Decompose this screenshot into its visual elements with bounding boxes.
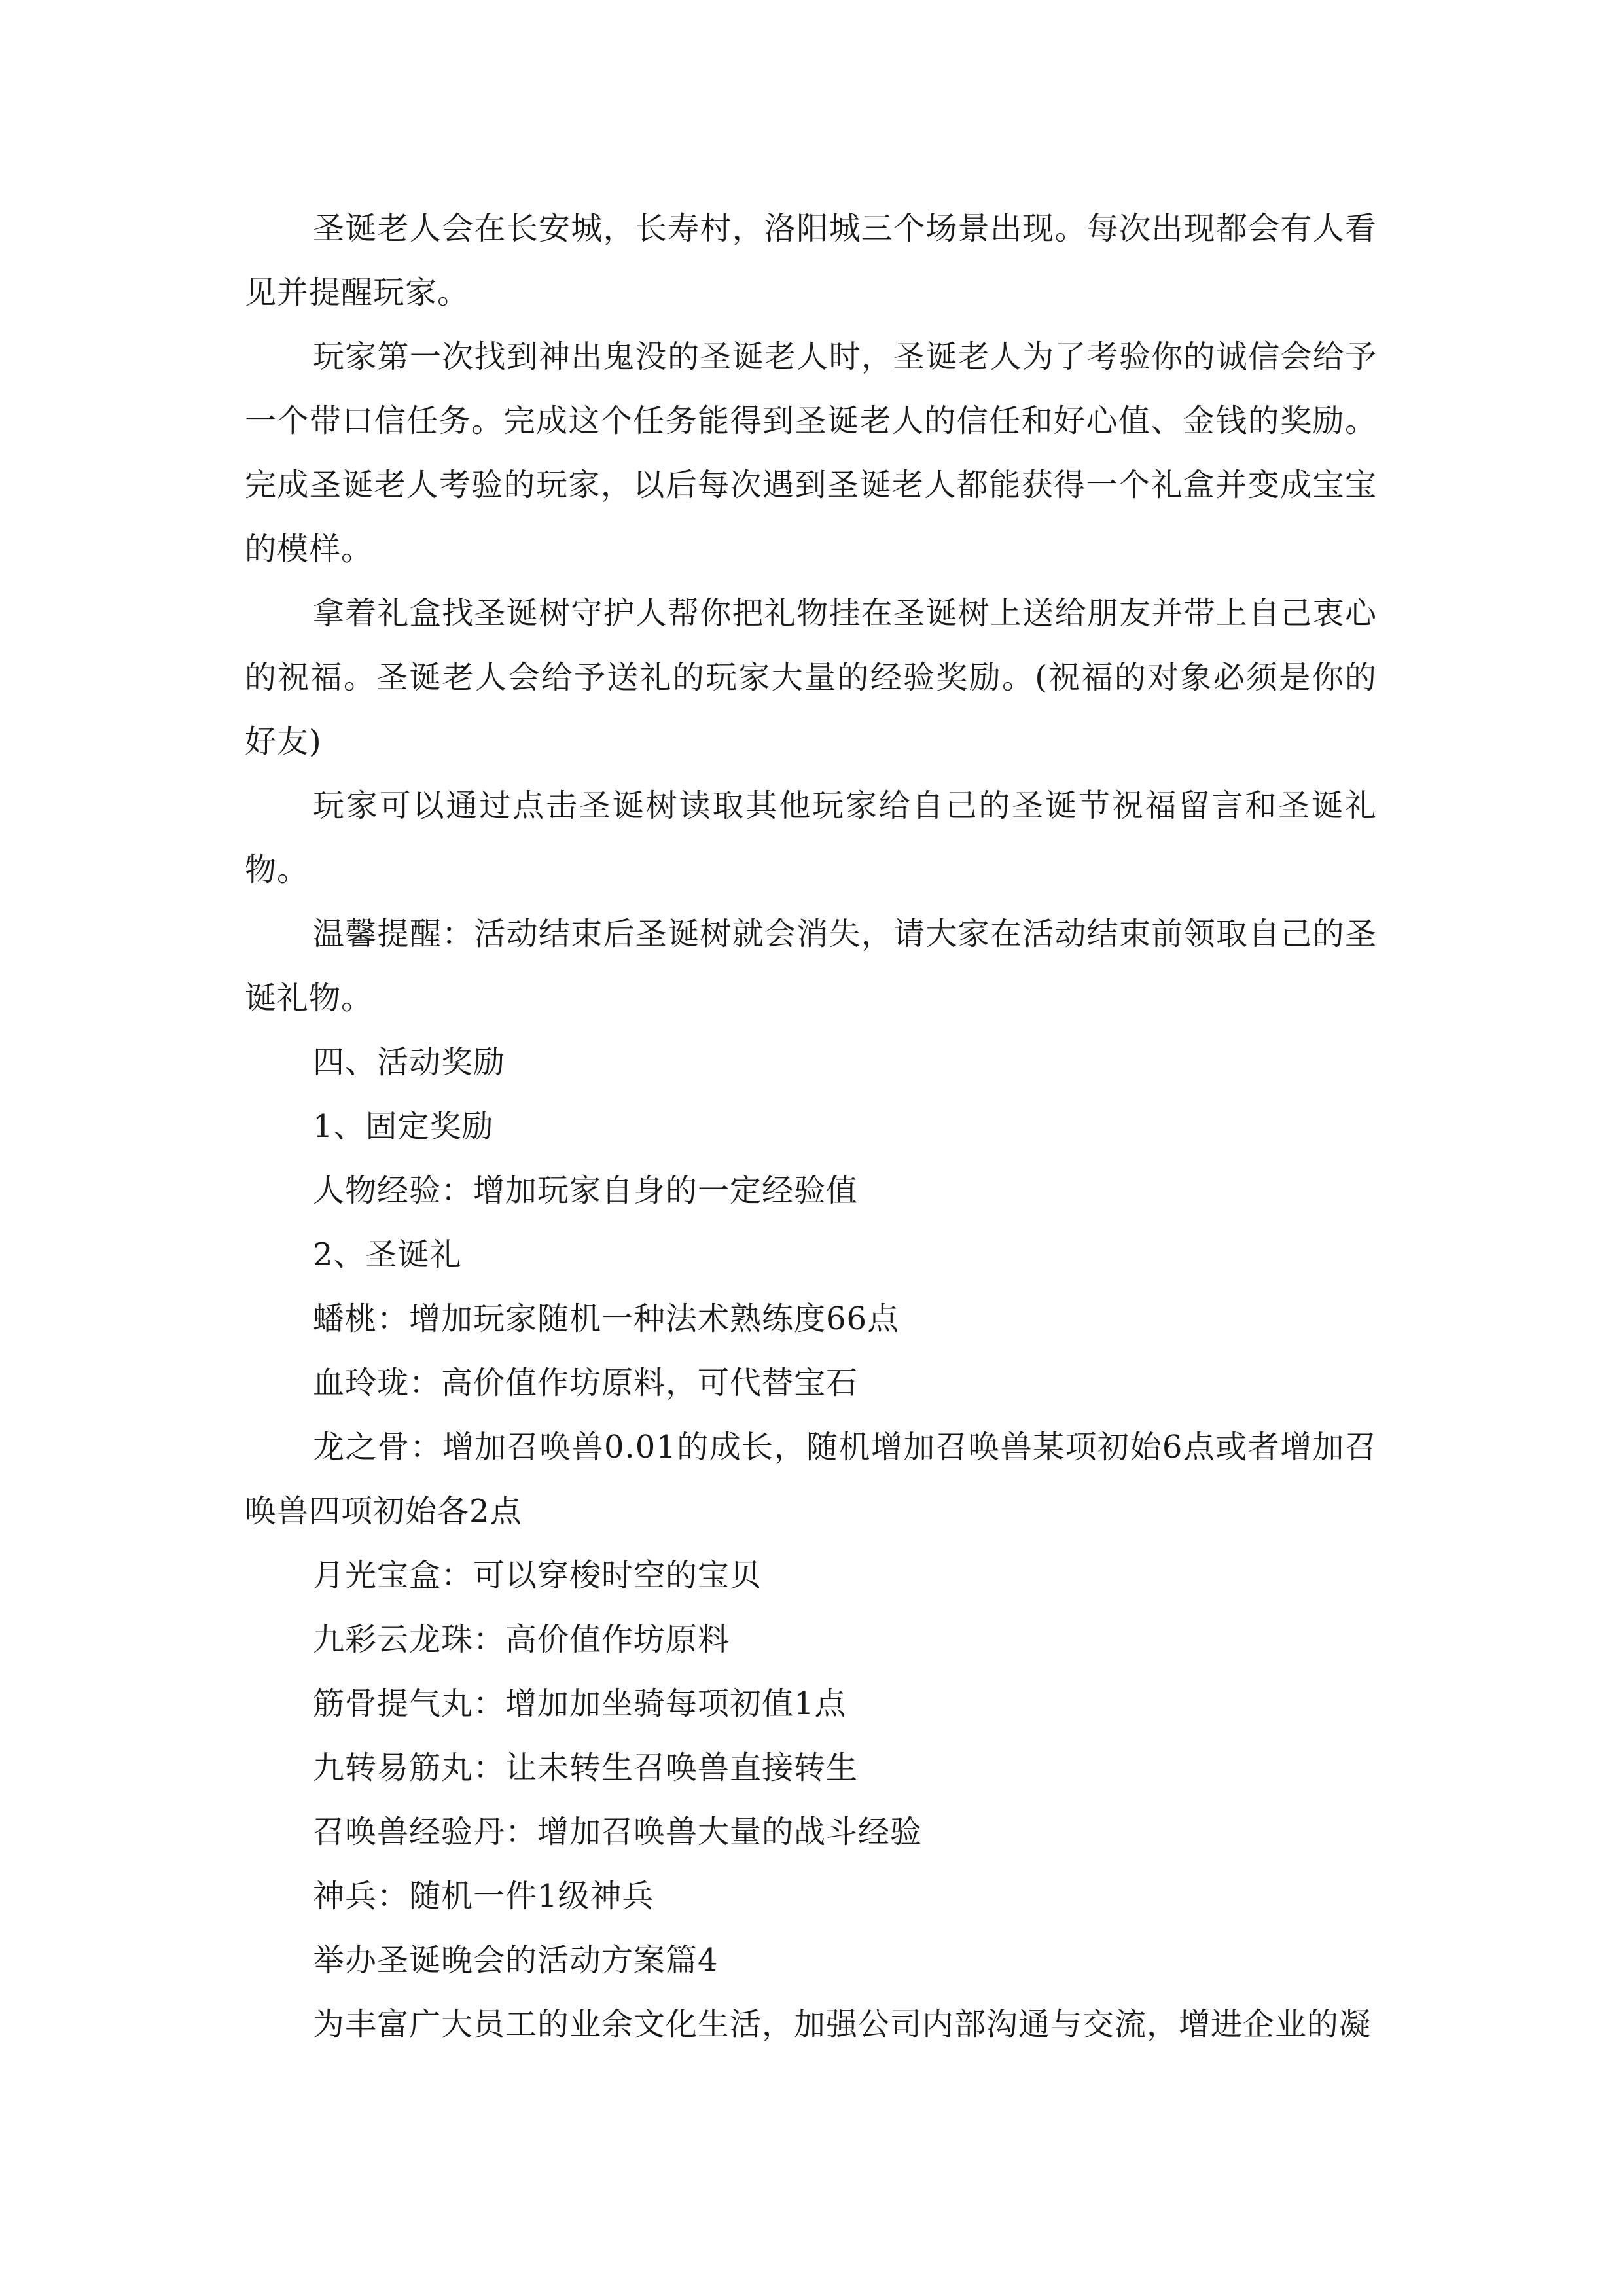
paragraph-santa-first-meeting: 玩家第一次找到神出鬼没的圣诞老人时，圣诞老人为了考验你的诚信会给予一个带口信任务。完成这个任务能得到圣诞老人的信任和好心值、金钱的奖励。完成圣诞老人考验的玩家，以后每次遇到圣诞老人都能获得一个礼盒并变成宝宝的模样。 bbox=[245, 338, 1377, 567]
subheading-fixed-rewards: 1、固定奖励 bbox=[313, 1108, 494, 1145]
reward-item-blood-linglong: 血玲珑：高价值作坊原料，可代替宝石 bbox=[313, 1365, 859, 1401]
paragraph-gift-box: 拿着礼盒找圣诞树守护人帮你把礼物挂在圣诞树上送给朋友并带上自己衷心的祝福。圣诞老人会给予送礼的玩家大量的经验奖励。(祝福的对象必须是你的好友) bbox=[245, 595, 1377, 760]
reward-item-peach: 蟠桃：增加玩家随机一种法术熟练度66点 bbox=[313, 1300, 900, 1337]
paragraph-read-wishes: 玩家可以通过点击圣诞树读取其他玩家给自己的圣诞节祝福留言和圣诞礼物。 bbox=[245, 787, 1377, 888]
reward-item-tendon-pill: 筋骨提气丸：增加加坐骑每项初值1点 bbox=[313, 1685, 847, 1722]
reward-item-divine-weapon: 神兵：随机一件1级神兵 bbox=[313, 1878, 654, 1914]
section-heading-rewards: 四、活动奖励 bbox=[313, 1044, 506, 1081]
section-title-plan-4: 举办圣诞晚会的活动方案篇4 bbox=[313, 1942, 719, 1979]
paragraph-plan-intro: 为丰富广大员工的业余文化生活，加强公司内部沟通与交流，增进企业的凝 bbox=[313, 2006, 1372, 2043]
reward-item-dragon-pearl: 九彩云龙珠：高价值作坊原料 bbox=[313, 1621, 730, 1658]
reward-item-experience: 人物经验：增加玩家自身的一定经验值 bbox=[313, 1172, 859, 1209]
reward-item-rebirth-pill: 九转易筋丸：让未转生召唤兽直接转生 bbox=[313, 1749, 859, 1786]
reward-item-pet-exp-pill: 召唤兽经验丹：增加召唤兽大量的战斗经验 bbox=[313, 1814, 923, 1850]
paragraph-santa-locations: 圣诞老人会在长安城，长寿村，洛阳城三个场景出现。每次出现都会有人看见并提醒玩家。 bbox=[245, 210, 1377, 311]
reward-item-dragon-bone: 龙之骨：增加召唤兽0.01的成长，随机增加召唤兽某项初始6点或者增加召唤兽四项初始各2点 bbox=[245, 1429, 1377, 1530]
document-body bbox=[245, 196, 1377, 2056]
paragraph-reminder: 温馨提醒：活动结束后圣诞树就会消失，请大家在活动结束前领取自己的圣诞礼物。 bbox=[245, 916, 1377, 1016]
reward-item-moonlight-box: 月光宝盒：可以穿梭时空的宝贝 bbox=[313, 1557, 762, 1594]
subheading-christmas-gifts: 2、圣诞礼 bbox=[313, 1236, 462, 1273]
